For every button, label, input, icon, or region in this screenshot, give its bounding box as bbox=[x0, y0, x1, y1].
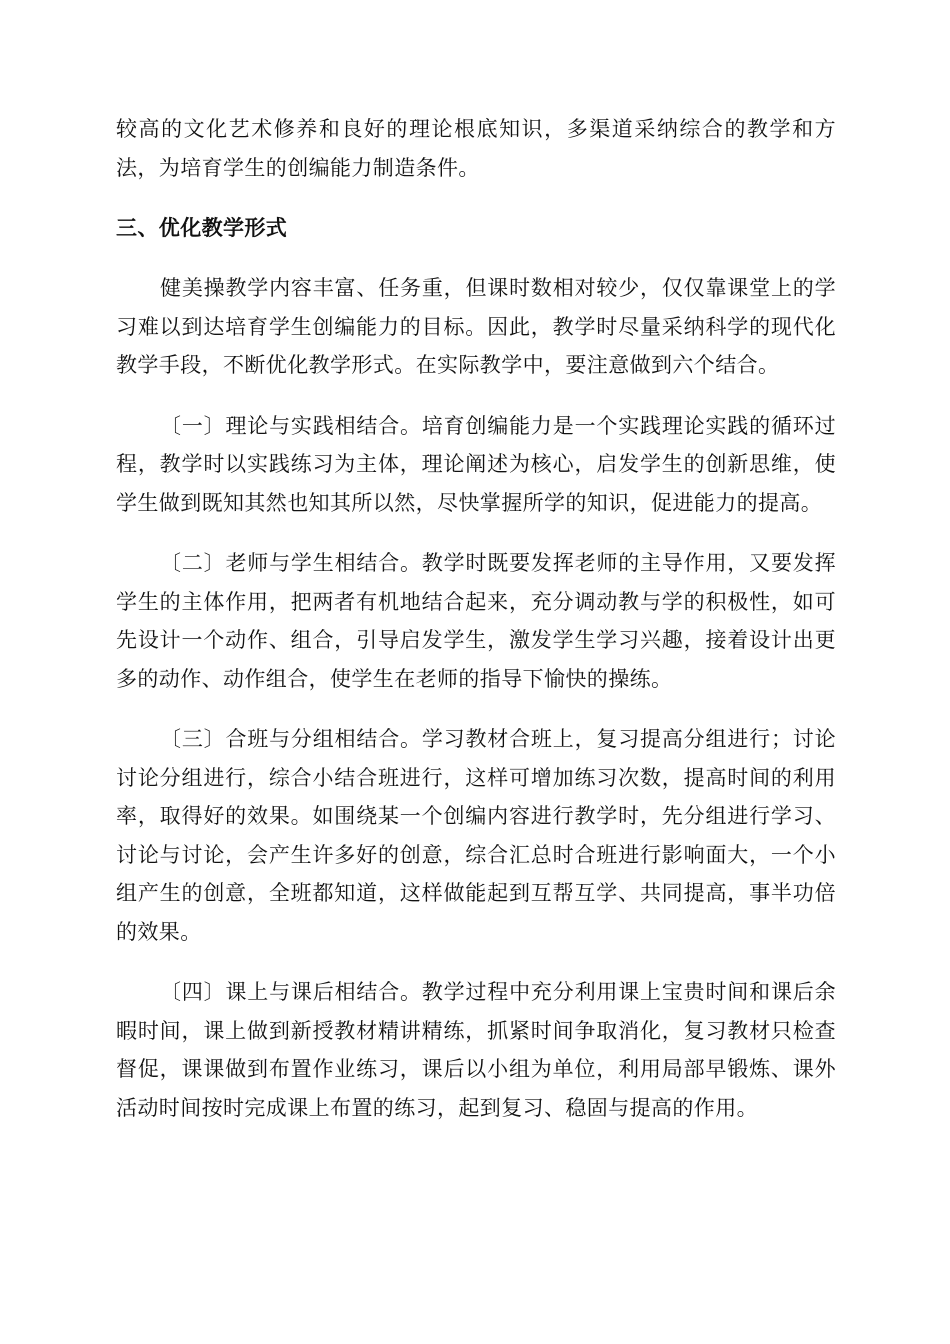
body-paragraph-4: 〔三〕合班与分组相结合。学习教材合班上，复习提高分组进行；讨论讨论分组进行，综合小结合班进行，这样可增加练习次数，提高时间的利用率，取得好的效果。如围绕某一个创编内容进行教学时，先分组进行学习、讨论与讨论，会产生许多好的创意，综合汇总时合班进行影响面大，一个小组产生的创意，全班都知道，这样做能起到互帮互学、共同提高，事半功倍的效果。 bbox=[116, 727, 836, 944]
intro-paragraph: 较高的文化艺术修养和良好的理论根底知识，多渠道采纳综合的教学和方法，为培育学生的创编能力制造条件。 bbox=[116, 117, 836, 180]
document-page bbox=[116, 110, 836, 1127]
section-heading: 三、优化教学形式 bbox=[116, 216, 288, 240]
body-paragraph-5: 〔四〕课上与课后相结合。教学过程中充分利用课上宝贵时间和课后余暇时间，课上做到新授教材精讲精练，抓紧时间争取消化，复习教材只检查督促，课课做到布置作业练习，课后以小组为单位，利用局部早锻炼、课外活动时间按时完成课上布置的练习，起到复习、稳固与提高的作用。 bbox=[116, 980, 836, 1120]
body-paragraph-1: 健美操教学内容丰富、任务重，但课时数相对较少，仅仅靠课堂上的学习难以到达培育学生创编能力的目标。因此，教学时尽量采纳科学的现代化教学手段，不断优化教学形式。在实际教学中，要注意做到六个结合。 bbox=[116, 276, 836, 377]
body-paragraph-2: 〔一〕理论与实践相结合。培育创编能力是一个实践理论实践的循环过程，教学时以实践练习为主体，理论阐述为核心，启发学生的创新思维，使学生做到既知其然也知其所以然，尽快掌握所学的知识，促进能力的提高。 bbox=[116, 413, 836, 515]
body-paragraph-3: 〔二〕老师与学生相结合。教学时既要发挥老师的主导作用，又要发挥学生的主体作用，把两者有机地结合起来，充分调动教与学的积极性，如可先设计一个动作、组合，引导启发学生，激发学生学习兴趣，接着设计出更多的动作、动作组合，使学生在老师的指导下愉快的操练。 bbox=[116, 551, 836, 691]
